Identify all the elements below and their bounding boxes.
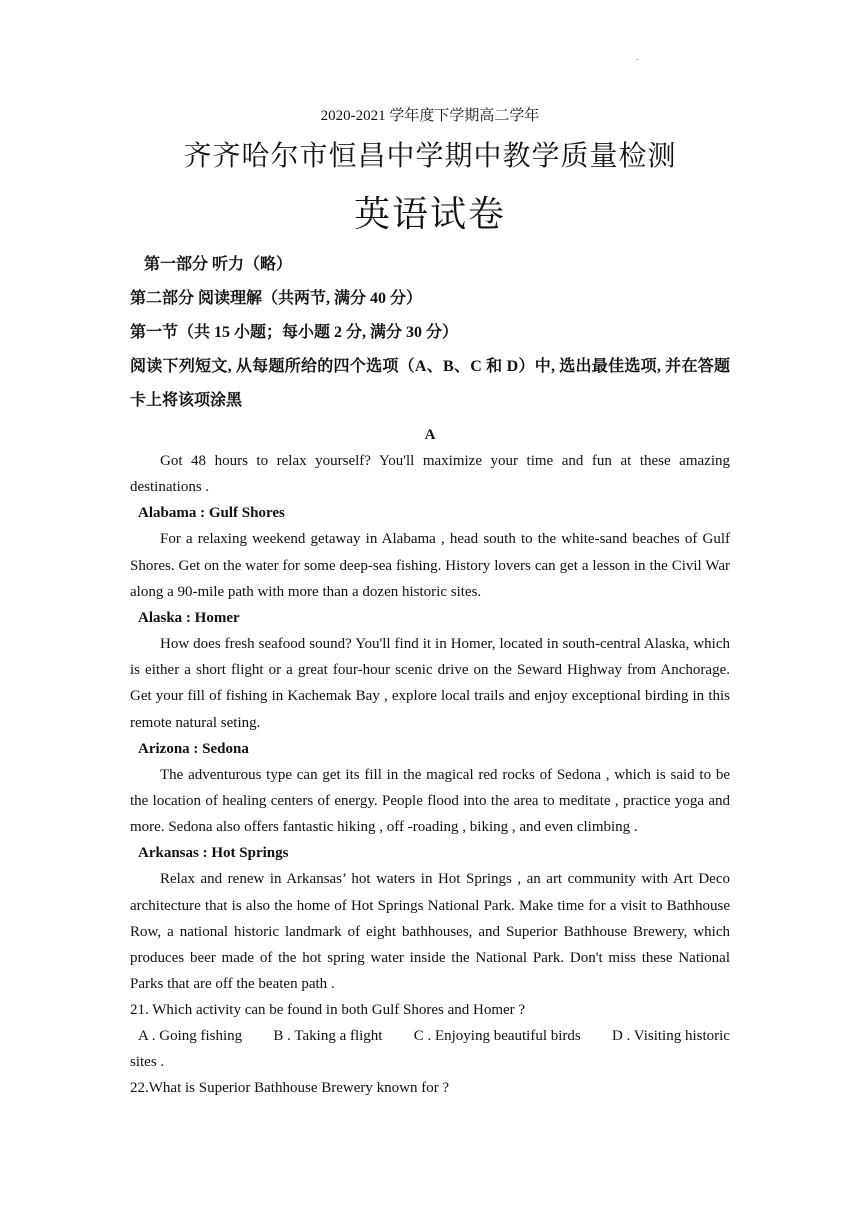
- school-year-line: 2020-2021 学年度下学期高二学年: [320, 108, 540, 124]
- place-heading: Alabama : Gulf Shores: [138, 505, 285, 522]
- place-heading: Arizona : Sedona: [138, 740, 249, 757]
- place-paragraph: How does fresh seafood sound? You'll find it in Homer, located in south-central Alaska, which is either a short flight or a great four-hour scenic drive on the Seward Highway from Anchorage. Get your fill of fishing in Kachemak Bay , explore local trails and enjoy exceptional birding in this remote natural seting.: [130, 636, 730, 731]
- option-b: B . Taking a flight: [273, 1028, 383, 1045]
- part2-heading: 第二部分 阅读理解（共两节, 满分 40 分）: [130, 290, 423, 307]
- passage-intro: Got 48 hours to relax yourself? You'll maximize your time and fun at these amazing destinations .: [130, 453, 730, 496]
- option-a: A . Going fishing: [138, 1028, 243, 1045]
- option-d: D . Visiting historic: [611, 1028, 730, 1045]
- place-heading: Arkansas : Hot Springs: [138, 845, 289, 862]
- instruction-text: 阅读下列短文, 从每题所给的四个选项（A、B、C 和 D）中, 选出最佳选项, 并在答题卡上将该项涂黑: [130, 358, 730, 409]
- paper-title: 英语试卷: [353, 194, 506, 235]
- place-paragraph: The adventurous type can get its fill in the magical red rocks of Sedona , which is said to be the location of healing centers of energy. People flood into the area to meditate , practice yoga and more. Sedona also offers fantastic hiking , off -roading , biking , and even climbing .: [130, 766, 730, 836]
- part1-heading: 第一部分 听力（略）: [144, 256, 293, 273]
- option-c: C . Enjoying beautiful birds: [413, 1028, 581, 1045]
- exam-title: 齐齐哈尔市恒昌中学期中教学质量检测: [183, 139, 677, 172]
- corner-mark: .: [636, 52, 639, 63]
- place-paragraph: For a relaxing weekend getaway in Alabama , head south to the white-sand beaches of Gulf Shores. Get on the water for some deep-sea fishing. History lovers can get a lesson in the Civil War along a 90-mile path with more than a dozen historic sites.: [130, 531, 730, 600]
- option-d-continuation: sites .: [130, 1054, 165, 1071]
- question-21-options: [130, 1023, 730, 1049]
- exam-content: [130, 248, 730, 1101]
- question-21-stem: 21. Which activity can be found in both Gulf Shores and Homer ?: [130, 1002, 526, 1019]
- place-heading: Alaska : Homer: [138, 610, 240, 627]
- section1-heading: 第一节（共 15 小题；每小题 2 分, 满分 30 分）: [130, 324, 459, 341]
- passage-letter: A: [424, 427, 436, 443]
- place-paragraph: Relax and renew in Arkansas’ hot waters in Hot Springs , an art community with Art Deco architecture that is also the home of Hot Springs National Park. Make time for a visit to Bathhouse Row, a national historic landmark of eight bathhouses, and Superior Bathhouse Brewery, which produces beer made of the hot spring water inside the National Park. Don't miss these National Parks that are off the beaten path .: [130, 871, 730, 993]
- question-22-stem: 22.What is Superior Bathhouse Brewery known for ?: [130, 1080, 450, 1097]
